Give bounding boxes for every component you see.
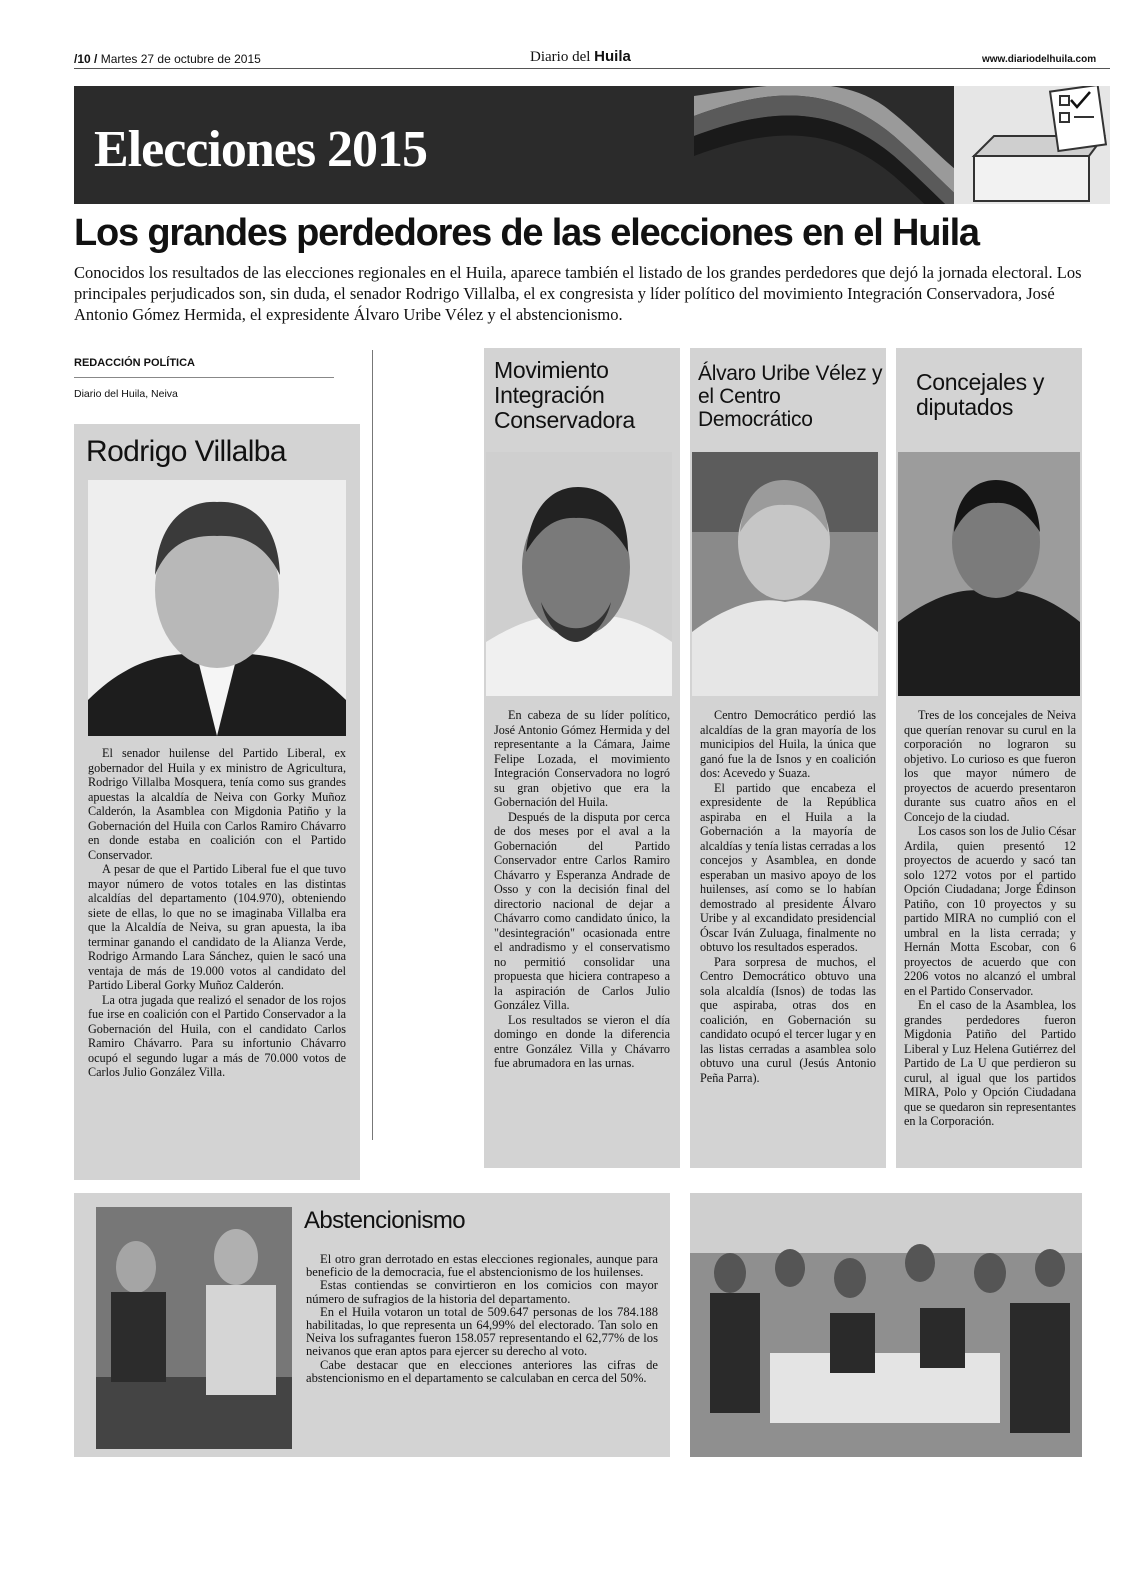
- abstencion-paragraph: En el Huila votaron un total de 509.647 personas de los 784.188 habilitadas, lo que representa un 64,99% del electorado. Tan solo en Neiva los sufragantes fueron 158.057 representando el 62,77% de los neivanos que eran aptos para ejercer su derecho al voto.: [306, 1304, 658, 1359]
- portrait-image: [88, 480, 346, 736]
- integracion-paragraph: En cabeza de su líder político, José Antonio Gómez Hermida y del representante a la Cámara, Jaime Felipe Lozada, el movimiento Integración Conservadora no logró su gran objetivo que era la Gobernación del Huila.: [494, 708, 670, 809]
- integracion-body: [494, 708, 670, 1071]
- byline-section: REDACCIÓN POLÍTICA: [74, 357, 195, 369]
- abstencion-paragraph: Cabe destacar que en elecciones anteriores las cifras de abstencionismo en el departamento se calculaban en cerca del 50%.: [306, 1357, 658, 1385]
- integracion-paragraph: Los resultados se vieron el día domingo en donde la diferencia entre González Villa y Chávarro fue abrumadora en las urnas.: [494, 1012, 670, 1070]
- uribe-paragraph: Centro Democrático perdió las alcaldías de la gran mayoría de los municipios del Huila, la única que ganó fue la de Isnos y en coalición dos: Acevedo y Suaza.: [700, 708, 876, 780]
- villalba-body: [88, 746, 346, 1080]
- villalba-title: Rodrigo Villalba: [86, 435, 286, 468]
- byline-divider: [74, 377, 334, 378]
- uribe-paragraph: El partido que encabeza el expresidente de la República aspiraba en el Huila a la Gobernación a la mayoría de alcaldías y tenía listas cerradas a los concejos y Asamblea, en donde esperaban un masivo apoyo de los huilenses, así como se lo habían demostrado al presidente Álvaro Uribe y al excandidato presidencial Óscar Iván Zuluaga, finalmente no obtuvo los resultados esperados.: [700, 780, 876, 954]
- abstencion-box: [74, 1193, 670, 1457]
- paper-name: [530, 48, 631, 66]
- concejales-photo: [898, 452, 1080, 696]
- flag-ribbon-graphic: [694, 86, 994, 204]
- abstencion-title: Abstencionismo: [304, 1207, 466, 1234]
- integracion-title: Movimiento Integración Conservadora: [494, 357, 635, 433]
- abstencion-body: [306, 1253, 658, 1385]
- section-banner: [74, 86, 1110, 204]
- portrait-image: [898, 452, 1080, 696]
- abstencion-paragraph: El otro gran derrotado en estas elecciones regionales, aunque para beneficio de la democracia, fue el abstencionismo de los huilenses.: [306, 1252, 658, 1280]
- paper-name-bold: Huila: [594, 48, 631, 65]
- uribe-box: [690, 348, 886, 1168]
- integracion-photo: [486, 452, 672, 696]
- integracion-box: [484, 348, 680, 1168]
- crowd-image: [690, 1193, 1082, 1457]
- abstencion-paragraph: Estas contiendas se convirtieron en los comicios con mayor número de sufragios de la historia del departamento.: [306, 1278, 658, 1306]
- page-number: /10 /: [74, 52, 98, 66]
- header-divider: [74, 68, 1110, 69]
- uribe-paragraph: Para sorpresa de muchos, el Centro Democrático obtuvo una sola alcaldía (Isnos) de todas las que aspiraba, otras dos en coalición, en Gobernación su candidato ocupó el tercer lugar y en las listas cerradas a asamblea solo obtuvo una curul (Jesús Antonio Peña Parra).: [700, 954, 876, 1085]
- concejales-paragraph: Los casos son los de Julio César Ardila, quien presentó 12 proyectos de acuerdo y sacó tan solo 1272 votos por el partido Opción Ciudadana; Jorge Édinson Patiño, con 10 proyectos y su partido MIRA no cumplió con el umbral en la lista cerrada; y Hernán Motta Escobar, con 6 proyectos de acuerdo que con 2206 votos no alcanzó el umbral en el Partido Conservador.: [904, 824, 1076, 998]
- concejales-box: [896, 348, 1082, 1168]
- integracion-paragraph: Después de la disputa por cerca de dos meses por el aval a la Gobernación del Partido Conservador entre Carlos Ramiro Chávarro y Esperanza Andrade de Osso y con la decisión final del directorio nacional de dejar a Chávarro como candidato único, la "desintegración" ocasionada entre el andradismo y el conservatismo no permitió consolidar una propuesta que hiciera contrapeso a la aspiración de Carlos Julio González Villa.: [494, 809, 670, 1012]
- villalba-paragraph: La otra jugada que realizó el senador de los rojos fue irse en coalición con el Partido Conservador a la Gobernación del Huila, con el candidato Carlos Ramiro Chávarro. Para su infortunio Chávarro ocupó el segundo lugar a más de 70.000 votos de Carlos Julio González Villa.: [88, 992, 346, 1079]
- uribe-body: [700, 708, 876, 1085]
- abstencion-photo: [96, 1207, 292, 1449]
- byline-source: Diario del Huila, Neiva: [74, 388, 178, 400]
- voters-image: [96, 1207, 292, 1449]
- portrait-image: [692, 452, 878, 696]
- villalba-paragraph: El senador huilense del Partido Liberal, ex gobernador del Huila y ex ministro de Agricultura, Rodrigo Villalba Mosquera, tenía como sus grandes apuestas la alcaldía de Neiva con Gorky Muñoz Calderón, la Asamblea con Migdonia Patiño y la Gobernación del Huila con Carlos Ramiro Chávarro en donde estaba en coalición con el Partido Conservador.: [88, 746, 346, 862]
- concejales-paragraph: En el caso de la Asamblea, los grandes perdedores fueron Migdonia Patiño del Partido Liberal y Luz Helena Gutiérrez del Partido de La U que perdieron su curul, al igual que los partidos MIRA, Polo y Opción Ciudadana que se quedaron sin representantes en la Corporación.: [904, 998, 1076, 1128]
- portrait-image: [486, 452, 672, 696]
- lead-paragraph: Conocidos los resultados de las elecciones regionales en el Huila, aparece también el listado de los grandes perdedores que dejó la jornada electoral. Los principales perjudicados son, sin duda, el senador Rodrigo Villalba, el ex congresista y líder político del movimiento Integración Conservadora, José Antonio Gómez Hermida, el expresidente Álvaro Uribe Vélez y el abstencionismo.: [74, 263, 1082, 324]
- website-link[interactable]: www.diariodelhuila.com: [982, 54, 1097, 65]
- villalba-photo: [88, 480, 346, 736]
- main-headline: Los grandes perdedores de las elecciones en el Huila: [74, 212, 979, 254]
- concejales-title: Concejales y diputados: [916, 369, 1045, 420]
- uribe-title: Álvaro Uribe Vélez y el Centro Democrático: [698, 362, 883, 431]
- paper-name-regular: Diario del: [530, 49, 591, 65]
- uribe-photo: [692, 452, 878, 696]
- concejales-body: [904, 708, 1076, 1129]
- section-title: Elecciones 2015: [94, 121, 428, 178]
- column-divider: [372, 350, 373, 1140]
- issue-date: Martes 27 de octubre de 2015: [100, 52, 261, 66]
- concejales-paragraph: Tres de los concejales de Neiva que querían renovar su curul en la corporación no lograron su objetivo. Lo curioso es que fueron los que mayor número de proyectos de acuerdo presentaron durante sus cuatro años en el Concejo de la ciudad.: [904, 708, 1076, 824]
- page-date: [74, 52, 261, 66]
- vote-counting-photo: [690, 1193, 1082, 1457]
- villalba-box: [74, 424, 360, 1180]
- ballot-box-icon: [954, 86, 1110, 204]
- villalba-paragraph: A pesar de que el Partido Liberal fue el que tuvo mayor número de votos totales en las distintas alcaldías del departamento (104.970), obteniendo siete de ellas, lo que no se imaginaba Villalba era que la Alcaldía de Neiva, su gran apuesta, la iba terminar ganando el candidato de la Alianza Verde, Rodrigo Armando Lara Sánchez, quien le sacó una ventaja de más de 19.000 votos al candidato del Partido Liberal Gorky Muñoz Calderón.: [88, 862, 346, 992]
